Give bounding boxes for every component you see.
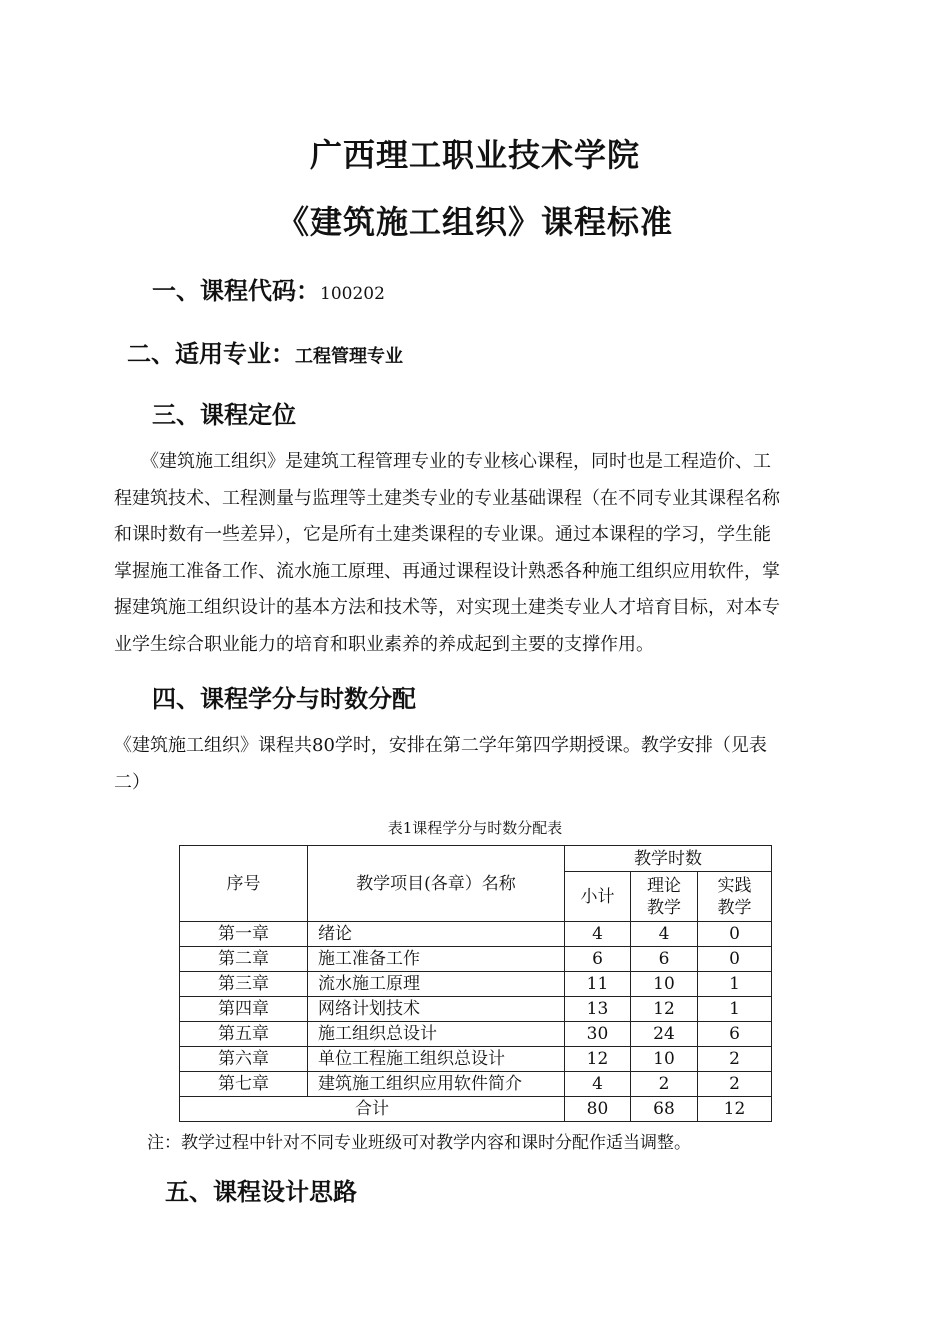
section-applicable-major-label: 二、适用专业： [127,339,295,368]
total-practice: 12 [698,1097,772,1122]
row-name: 网络计划技术 [308,997,565,1022]
header-teaching-hours: 教学时数 [565,846,772,872]
row-practice: 1 [698,972,772,997]
row-subtotal: 4 [565,922,631,947]
paragraph-line: 握建筑施工组织设计的基本方法和技术等，对实现土建类专业人才培育目标，对本专 [114,597,780,619]
row-subtotal: 11 [565,972,631,997]
row-seq: 第二章 [180,947,308,972]
row-seq: 第七章 [180,1072,308,1097]
document-subtitle: 《建筑施工组织》课程标准 [276,203,673,241]
table-row [180,1072,772,1097]
row-practice: 2 [698,1047,772,1072]
row-seq: 第三章 [180,972,308,997]
header-seq: 序号 [180,846,308,922]
header-subtotal: 小计 [565,872,631,922]
row-theory: 6 [631,947,698,972]
row-practice: 6 [698,1022,772,1047]
allocation-paragraph [114,728,838,801]
section-course-code-label: 一、课程代码： [152,276,320,305]
row-name: 建筑施工组织应用软件简介 [308,1072,565,1097]
table-row [180,922,772,947]
row-name: 单位工程施工组织总设计 [308,1047,565,1072]
table-row [180,947,772,972]
header-practice: 实践教学 [698,872,772,922]
row-subtotal: 4 [565,1072,631,1097]
row-seq: 第一章 [180,922,308,947]
table-row [180,997,772,1022]
paragraph-line: 程建筑技术、工程测量与监理等土建类专业的专业基础课程（在不同专业其课程名称 [114,487,780,509]
row-name: 施工组织总设计 [308,1022,565,1047]
row-subtotal: 13 [565,997,631,1022]
paragraph-line: 《建筑施工组织》课程共80学时，安排在第二学年第四学期授课。教学安排（见表 [114,735,767,756]
row-subtotal: 12 [565,1047,631,1072]
row-theory: 10 [631,972,698,997]
header-item-name: 教学项目(各章）名称 [308,846,565,922]
table-row [180,972,772,997]
section-design-ideas: 五、课程设计思路 [165,1177,357,1206]
table-row [180,1047,772,1072]
applicable-major-value: 工程管理专业 [295,346,403,367]
row-name: 绪论 [308,922,565,947]
section-credit-hours: 四、课程学分与时数分配 [152,684,416,713]
paragraph-line: 掌握施工准备工作、流水施工原理、再通过课程设计熟悉各种施工组织应用软件，掌 [114,560,780,582]
paragraph-line: 业学生综合职业能力的培育和职业素养的养成起到主要的支撑作用。 [114,633,654,655]
row-theory: 4 [631,922,698,947]
hours-allocation-table [179,845,772,1122]
row-subtotal: 30 [565,1022,631,1047]
table-total-row [180,1097,772,1122]
row-practice: 2 [698,1072,772,1097]
paragraph-line: 和课时数有一些差异），它是所有土建类课程的专业课。通过本课程的学习，学生能 [114,524,771,546]
row-seq: 第五章 [180,1022,308,1047]
header-theory: 理论教学 [631,872,698,922]
row-seq: 第六章 [180,1047,308,1072]
total-theory: 68 [631,1097,698,1122]
paragraph-line: 二） [114,771,150,793]
paragraph-line: 《建筑施工组织》是建筑工程管理专业的专业核心课程，同时也是工程造价、工 [114,451,771,472]
total-label: 合计 [180,1097,565,1122]
row-theory: 2 [631,1072,698,1097]
document-title: 广西理工职业技术学院 [309,136,640,174]
row-subtotal: 6 [565,947,631,972]
total-subtotal: 80 [565,1097,631,1122]
table-row [180,1022,772,1047]
section-course-code [152,271,385,306]
row-theory: 10 [631,1047,698,1072]
row-practice: 0 [698,922,772,947]
row-name: 施工准备工作 [308,947,565,972]
section-course-positioning: 三、课程定位 [152,400,296,429]
row-seq: 第四章 [180,997,308,1022]
table-caption: 表1课程学分与时数分配表 [387,819,563,837]
table-header-row [180,846,772,872]
table-note: 注：教学过程中针对不同专业班级可对教学内容和课时分配作适当调整。 [147,1133,691,1153]
row-theory: 24 [631,1022,698,1047]
row-name: 流水施工原理 [308,972,565,997]
positioning-paragraph [114,444,838,664]
row-practice: 1 [698,997,772,1022]
section-applicable-major [127,334,403,369]
row-practice: 0 [698,947,772,972]
row-theory: 12 [631,997,698,1022]
course-code-value: 100202 [320,284,385,304]
